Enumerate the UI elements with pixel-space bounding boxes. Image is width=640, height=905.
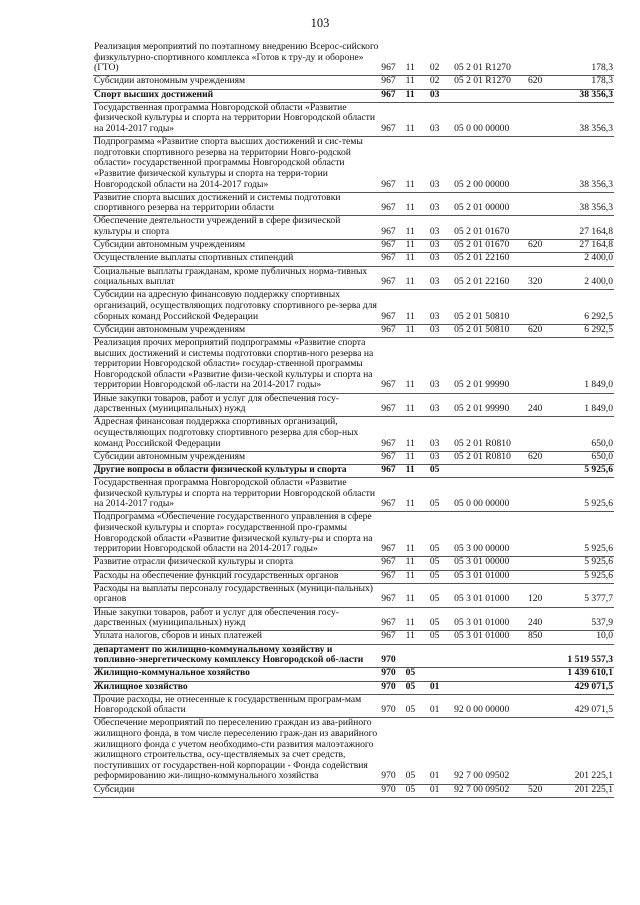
row-amount: 1 849,0 <box>553 393 614 417</box>
row-gr-code: 967 <box>380 631 404 644</box>
row-amount: 1 439 610,1 <box>553 668 614 681</box>
row-subsection-code: 05 <box>429 557 453 570</box>
table-row <box>93 570 614 583</box>
row-expense-type-code: 520 <box>527 784 553 797</box>
table-row <box>93 784 614 797</box>
row-subsection-code: 01 <box>429 784 453 797</box>
table-row <box>93 718 614 784</box>
row-name: Субсидии автономным учреждениям <box>93 76 380 89</box>
row-target-code: 05 2 01 50810 <box>453 324 527 337</box>
row-target-code: 92 7 00 09502 <box>453 784 527 797</box>
row-gr-code: 967 <box>380 216 404 240</box>
table-row <box>93 216 614 240</box>
row-amount: 10,0 <box>553 631 614 644</box>
row-name: Государственная программа Новгородской области «Развитие физической культуры и спорта на территории Новгородской области на 2014-2017 годы» <box>93 102 380 136</box>
row-amount: 38 356,3 <box>553 137 614 193</box>
table-row <box>93 337 614 393</box>
row-section-code: 11 <box>405 451 429 464</box>
row-section-code: 11 <box>405 240 429 253</box>
row-section-code: 05 <box>405 718 429 784</box>
row-amount: 1 849,0 <box>553 337 614 393</box>
row-name: Реализация прочих мероприятий подпрограммы «Развитие спорта высших достижений и системы подготовки спортив-ного резерва на территории Новгородской области» государ-ственной программы Новгородской области «Развитие физи-ческой культуры и спорта на территории Новгородской об-ласти на 2014-2017 годы» <box>93 337 380 393</box>
row-amount: 38 356,3 <box>553 192 614 216</box>
table-row <box>93 417 614 451</box>
row-target-code: 05 2 01 99990 <box>453 337 527 393</box>
row-name: Субсидии <box>93 784 380 797</box>
row-gr-code: 967 <box>380 417 404 451</box>
row-gr-code: 970 <box>380 681 404 694</box>
row-subsection-code: 01 <box>429 694 453 718</box>
row-name: Субсидии автономным учреждениям <box>93 240 380 253</box>
row-name: Реализация мероприятий по поэтапному внедрению Всерос-сийского физкультурно-спортивного комплекса «Готов к тру-ду и обороне» (ГТО) <box>93 42 380 76</box>
table-row <box>93 644 614 668</box>
row-gr-code: 967 <box>380 266 404 290</box>
row-name: Спорт высших достижений <box>93 89 380 102</box>
row-subsection-code: 05 <box>429 583 453 607</box>
row-amount: 27 164,8 <box>553 240 614 253</box>
row-name: Жилищное хозяйство <box>93 681 380 694</box>
row-subsection-code: 03 <box>429 240 453 253</box>
row-amount: 5 377,7 <box>553 583 614 607</box>
row-section-code: 11 <box>405 216 429 240</box>
row-section-code: 11 <box>405 337 429 393</box>
row-subsection-code: 03 <box>429 216 453 240</box>
row-amount: 5 925,6 <box>553 570 614 583</box>
row-name: Социальные выплаты гражданам, кроме публичных норма-тивных социальных выплат <box>93 266 380 290</box>
row-subsection-code: 02 <box>429 76 453 89</box>
row-target-code: 05 3 01 01000 <box>453 570 527 583</box>
row-amount: 5 925,6 <box>553 512 614 557</box>
row-section-code: 05 <box>405 681 429 694</box>
row-section-code: 05 <box>405 784 429 797</box>
row-gr-code: 967 <box>380 512 404 557</box>
row-expense-type-code <box>527 718 553 784</box>
row-target-code: 05 3 01 01000 <box>453 583 527 607</box>
row-expense-type-code <box>527 102 553 136</box>
row-subsection-code: 02 <box>429 42 453 76</box>
row-subsection-code <box>429 644 453 668</box>
row-expense-type-code: 620 <box>527 76 553 89</box>
row-expense-type-code <box>527 681 553 694</box>
row-target-code <box>453 89 527 102</box>
row-expense-type-code <box>527 417 553 451</box>
row-section-code: 11 <box>405 570 429 583</box>
row-name: Обеспечение мероприятий по переселению граждан из ава-рийного жилищного фонда, в том числе переселению граж-дан из аварийного жилищного фонда с учетом необходимо-сти развития малоэтажного жилищного строительства, осу-ществляемых за счет средств, поступивших от государствен-ной корпорации - Фонда содействия реформированию жи-лищно-коммунального хозяйства <box>93 718 380 784</box>
table-row <box>93 557 614 570</box>
table-row <box>93 583 614 607</box>
row-expense-type-code <box>527 694 553 718</box>
row-expense-type-code <box>527 644 553 668</box>
row-name: Субсидии на адресную финансовую поддержку спортивных организаций, осуществляющих подготовку спортивного ре-зерва для сборных команд Российской Федерации <box>93 290 380 324</box>
row-subsection-code: 03 <box>429 253 453 266</box>
row-gr-code: 967 <box>380 89 404 102</box>
row-gr-code: 970 <box>380 694 404 718</box>
row-target-code: 05 2 01 01670 <box>453 240 527 253</box>
row-section-code: 11 <box>405 631 429 644</box>
row-subsection-code: 03 <box>429 417 453 451</box>
row-gr-code: 967 <box>380 451 404 464</box>
row-name: Иные закупки товаров, работ и услуг для обеспечения госу-дарственных (муниципальных) нужд <box>93 393 380 417</box>
table-row <box>93 253 614 266</box>
row-expense-type-code: 320 <box>527 266 553 290</box>
row-subsection-code: 01 <box>429 718 453 784</box>
row-section-code: 11 <box>405 89 429 102</box>
row-gr-code: 967 <box>380 102 404 136</box>
row-target-code: 05 3 01 00000 <box>453 557 527 570</box>
row-expense-type-code <box>527 192 553 216</box>
row-gr-code: 967 <box>380 137 404 193</box>
row-subsection-code: 05 <box>429 464 453 477</box>
table-row <box>93 512 614 557</box>
row-section-code: 11 <box>405 253 429 266</box>
row-name: Уплата налогов, сборов и иных платежей <box>93 631 380 644</box>
row-amount: 429 071,5 <box>553 681 614 694</box>
table-row <box>93 464 614 477</box>
row-subsection-code: 05 <box>429 607 453 631</box>
row-gr-code: 970 <box>380 668 404 681</box>
row-amount: 537,9 <box>553 607 614 631</box>
row-name: Жилищно-коммунальное хозяйство <box>93 668 380 681</box>
table-row <box>93 102 614 136</box>
row-amount: 2 400,0 <box>553 266 614 290</box>
row-amount: 201 225,1 <box>553 784 614 797</box>
table-row <box>93 694 614 718</box>
row-expense-type-code <box>527 137 553 193</box>
row-subsection-code: 05 <box>429 570 453 583</box>
row-name: Адресная финансовая поддержка спортивных организаций, осуществляющих подготовку спортивного резерва для сбор-ных команд Российской Федерации <box>93 417 380 451</box>
row-gr-code: 967 <box>380 557 404 570</box>
row-section-code: 11 <box>405 290 429 324</box>
row-expense-type-code <box>527 570 553 583</box>
row-target-code: 05 2 01 R1270 <box>453 76 527 89</box>
row-subsection-code: 03 <box>429 192 453 216</box>
table-row <box>93 266 614 290</box>
row-gr-code: 967 <box>380 607 404 631</box>
row-gr-code: 970 <box>380 644 404 668</box>
row-amount: 2 400,0 <box>553 253 614 266</box>
row-expense-type-code: 240 <box>527 607 553 631</box>
row-section-code <box>405 644 429 668</box>
row-subsection-code: 05 <box>429 512 453 557</box>
row-name: Расходы на обеспечение функций государственных органов <box>93 570 380 583</box>
row-section-code: 11 <box>405 137 429 193</box>
row-expense-type-code: 120 <box>527 583 553 607</box>
row-target-code: 05 2 01 R0810 <box>453 451 527 464</box>
row-gr-code: 967 <box>380 290 404 324</box>
row-amount: 429 071,5 <box>553 694 614 718</box>
row-amount: 5 925,6 <box>553 478 614 512</box>
table-row <box>93 681 614 694</box>
row-subsection-code: 05 <box>429 631 453 644</box>
row-gr-code: 967 <box>380 76 404 89</box>
row-amount: 6 292,5 <box>553 324 614 337</box>
row-expense-type-code <box>527 512 553 557</box>
row-target-code <box>453 681 527 694</box>
row-gr-code: 970 <box>380 784 404 797</box>
row-section-code: 11 <box>405 102 429 136</box>
row-name: Развитие спорта высших достижений и системы подготовки спортивного резерва на территории области <box>93 192 380 216</box>
row-amount: 1 519 557,3 <box>553 644 614 668</box>
row-amount: 178,3 <box>553 42 614 76</box>
row-target-code: 05 3 00 00000 <box>453 512 527 557</box>
row-gr-code: 967 <box>380 478 404 512</box>
budget-table-body <box>93 42 614 797</box>
row-target-code: 05 2 01 99990 <box>453 393 527 417</box>
row-section-code: 11 <box>405 266 429 290</box>
row-target-code: 05 2 01 R1270 <box>453 42 527 76</box>
row-gr-code: 967 <box>380 464 404 477</box>
row-section-code: 11 <box>405 417 429 451</box>
row-target-code: 05 3 01 01000 <box>453 631 527 644</box>
table-row <box>93 137 614 193</box>
row-target-code: 05 2 01 R0810 <box>453 417 527 451</box>
row-name: Обеспечение деятельности учреждений в сфере физической культуры и спорта <box>93 216 380 240</box>
table-row <box>93 478 614 512</box>
row-section-code: 05 <box>405 694 429 718</box>
row-subsection-code: 05 <box>429 478 453 512</box>
row-subsection-code <box>429 668 453 681</box>
row-gr-code: 967 <box>380 570 404 583</box>
row-gr-code: 970 <box>380 718 404 784</box>
table-row <box>93 324 614 337</box>
row-name: Осуществление выплаты спортивных стипендий <box>93 253 380 266</box>
row-target-code: 05 2 01 50810 <box>453 290 527 324</box>
row-expense-type-code <box>527 253 553 266</box>
table-row <box>93 290 614 324</box>
row-target-code: 05 0 00 00000 <box>453 102 527 136</box>
table-row <box>93 192 614 216</box>
row-amount: 650,0 <box>553 417 614 451</box>
row-amount: 5 925,6 <box>553 464 614 477</box>
row-gr-code: 967 <box>380 253 404 266</box>
row-section-code: 11 <box>405 478 429 512</box>
row-section-code: 11 <box>405 583 429 607</box>
table-row <box>93 393 614 417</box>
row-amount: 38 356,3 <box>553 89 614 102</box>
row-amount: 650,0 <box>553 451 614 464</box>
row-name: Государственная программа Новгородской области «Развитие физической культуры и спорта на территории Новгородской области на 2014-2017 годы» <box>93 478 380 512</box>
row-expense-type-code <box>527 42 553 76</box>
row-section-code: 11 <box>405 393 429 417</box>
row-section-code: 11 <box>405 464 429 477</box>
row-expense-type-code: 620 <box>527 451 553 464</box>
row-section-code: 11 <box>405 607 429 631</box>
row-name: Иные закупки товаров, работ и услуг для обеспечения госу-дарственных (муниципальных) нужд <box>93 607 380 631</box>
row-target-code: 05 2 01 22160 <box>453 253 527 266</box>
row-section-code: 11 <box>405 512 429 557</box>
page-number: 103 <box>310 16 330 30</box>
row-target-code: 05 0 00 00000 <box>453 478 527 512</box>
table-row <box>93 607 614 631</box>
row-subsection-code: 03 <box>429 290 453 324</box>
row-expense-type-code: 240 <box>527 393 553 417</box>
row-subsection-code: 03 <box>429 137 453 193</box>
row-target-code: 05 3 01 01000 <box>453 607 527 631</box>
row-subsection-code: 03 <box>429 393 453 417</box>
row-subsection-code: 01 <box>429 681 453 694</box>
row-name: Расходы на выплаты персоналу государственных (муници-пальных) органов <box>93 583 380 607</box>
table-row <box>93 240 614 253</box>
row-expense-type-code <box>527 668 553 681</box>
row-expense-type-code: 620 <box>527 324 553 337</box>
row-name: Развитие отрасли физической культуры и спорта <box>93 557 380 570</box>
row-gr-code: 967 <box>380 337 404 393</box>
row-section-code: 05 <box>405 668 429 681</box>
row-amount: 27 164,8 <box>553 216 614 240</box>
row-section-code: 11 <box>405 76 429 89</box>
row-expense-type-code: 850 <box>527 631 553 644</box>
row-target-code <box>453 668 527 681</box>
table-row <box>93 42 614 76</box>
row-expense-type-code <box>527 464 553 477</box>
row-target-code: 05 2 01 00000 <box>453 192 527 216</box>
row-amount: 5 925,6 <box>553 557 614 570</box>
row-expense-type-code <box>527 478 553 512</box>
row-subsection-code: 03 <box>429 89 453 102</box>
row-gr-code: 967 <box>380 192 404 216</box>
row-target-code: 92 0 00 00000 <box>453 694 527 718</box>
row-gr-code: 967 <box>380 240 404 253</box>
row-subsection-code: 03 <box>429 451 453 464</box>
row-gr-code: 967 <box>380 42 404 76</box>
row-section-code: 11 <box>405 192 429 216</box>
row-expense-type-code <box>527 557 553 570</box>
row-name: Подпрограмма «Развитие спорта высших достижений и сис-темы подготовки спортивного резерва на территории Новго-родской области» государственной программы Новгородской области «Развитие физической культуры и спорта на терри-тории Новгородской области на 2014-2017 годы» <box>93 137 380 193</box>
row-section-code: 11 <box>405 324 429 337</box>
row-target-code <box>453 464 527 477</box>
row-target-code: 05 2 01 01670 <box>453 216 527 240</box>
row-name: Субсидии автономным учреждениям <box>93 451 380 464</box>
row-name: Подпрограмма «Обеспечение государственного управления в сфере физической культуры и спорта» государственной про-граммы Новгородской области «Развитие физической культу-ры и спорта на территории Новгородской области на 2014-2017 годы» <box>93 512 380 557</box>
row-expense-type-code <box>527 216 553 240</box>
table-row <box>93 76 614 89</box>
row-expense-type-code <box>527 89 553 102</box>
row-gr-code: 967 <box>380 583 404 607</box>
budget-table <box>93 42 614 798</box>
row-target-code: 92 7 00 09502 <box>453 718 527 784</box>
row-name: Другие вопросы в области физической культуры и спорта <box>93 464 380 477</box>
row-name: Субсидии автономным учреждениям <box>93 324 380 337</box>
row-subsection-code: 03 <box>429 266 453 290</box>
row-name: Прочие расходы, не отнесенные к государственным програм-мам Новгородской области <box>93 694 380 718</box>
row-expense-type-code: 620 <box>527 240 553 253</box>
row-target-code: 05 2 00 00000 <box>453 137 527 193</box>
row-target-code: 05 2 01 22160 <box>453 266 527 290</box>
row-expense-type-code <box>527 337 553 393</box>
table-row <box>93 89 614 102</box>
row-expense-type-code <box>527 290 553 324</box>
row-subsection-code: 03 <box>429 337 453 393</box>
table-row <box>93 668 614 681</box>
table-row <box>93 631 614 644</box>
row-amount: 178,3 <box>553 76 614 89</box>
row-name: департамент по жилищно-коммунальному хозяйству и топливно-энергетическому комплексу Новгородской об-ласти <box>93 644 380 668</box>
row-section-code: 11 <box>405 42 429 76</box>
row-gr-code: 967 <box>380 393 404 417</box>
row-target-code <box>453 644 527 668</box>
row-subsection-code: 03 <box>429 102 453 136</box>
row-amount: 38 356,3 <box>553 102 614 136</box>
row-section-code: 11 <box>405 557 429 570</box>
row-amount: 6 292,5 <box>553 290 614 324</box>
row-amount: 201 225,1 <box>553 718 614 784</box>
row-gr-code: 967 <box>380 324 404 337</box>
table-row <box>93 451 614 464</box>
row-subsection-code: 03 <box>429 324 453 337</box>
